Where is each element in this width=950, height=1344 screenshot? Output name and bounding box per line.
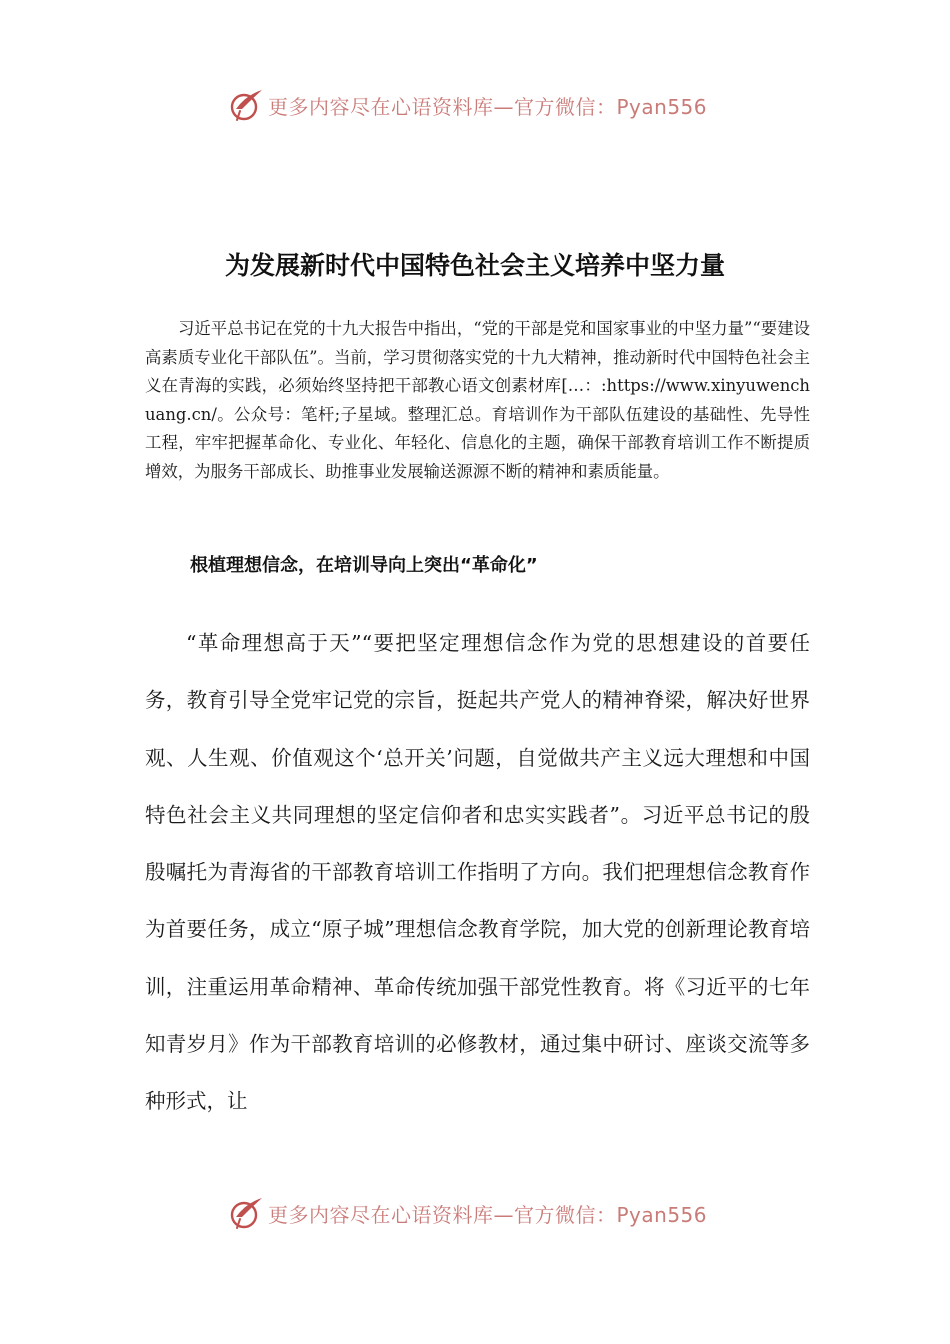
footer-watermark-banner bbox=[228, 1193, 707, 1233]
document-title: 为发展新时代中国特色社会主义培养中坚力量 bbox=[224, 251, 725, 280]
intro-paragraph: 习近平总书记在党的十九大报告中指出，“党的干部是党和国家事业的中坚力量”“要建设高素质专业化干部队伍”。当前，学习贯彻落实党的十九大精神，推动新时代中国特色社会主义在青海的实践，必须始终坚持把干部教心语文创素材库[…：:https://www.xinyuwenchuang.cn/。公众号：笔杆;子星域。整理汇总。育培训作为干部队伍建设的基础性、先导性工程，牢牢把握革命化、专业化、年轻化、信息化的主题，确保干部教育培训工作不断提质增效，为服务干部成长、助推事业发展输送源源不断的精神和素质能量。 bbox=[145, 319, 810, 481]
section-heading: 根植理想信念，在培训导向上突出“革命化” bbox=[190, 555, 538, 576]
watermark-text: 更多内容尽在心语资料库—官方微信：Pyan556 bbox=[268, 94, 708, 119]
quill-logo-icon bbox=[228, 87, 264, 123]
quill-logo-icon bbox=[228, 1195, 264, 1231]
header-watermark-banner bbox=[228, 85, 707, 125]
watermark-text: 更多内容尽在心语资料库—官方微信：Pyan556 bbox=[268, 1202, 708, 1227]
section-body-paragraph: “革命理想高于天”“要把坚定理想信念作为党的思想建设的首要任务，教育引导全党牢记党的宗旨，挺起共产党人的精神脊梁，解决好世界观、人生观、价值观这个‘总开关’问题，自觉做共产主义远大理想和中国特色社会主义共同理想的坚定信仰者和忠实实践者”。习近平总书记的殷殷嘱托为青海省的干部教育培训工作指明了方向。我们把理想信念教育作为首要任务，成立“原子城”理想信念教育学院，加大党的创新理论教育培训，注重运用革命精神、革命传统加强干部党性教育。将《习近平的七年知青岁月》作为干部教育培训的必修教材，通过集中研讨、座谈交流等多种形式，让 bbox=[145, 631, 810, 1114]
